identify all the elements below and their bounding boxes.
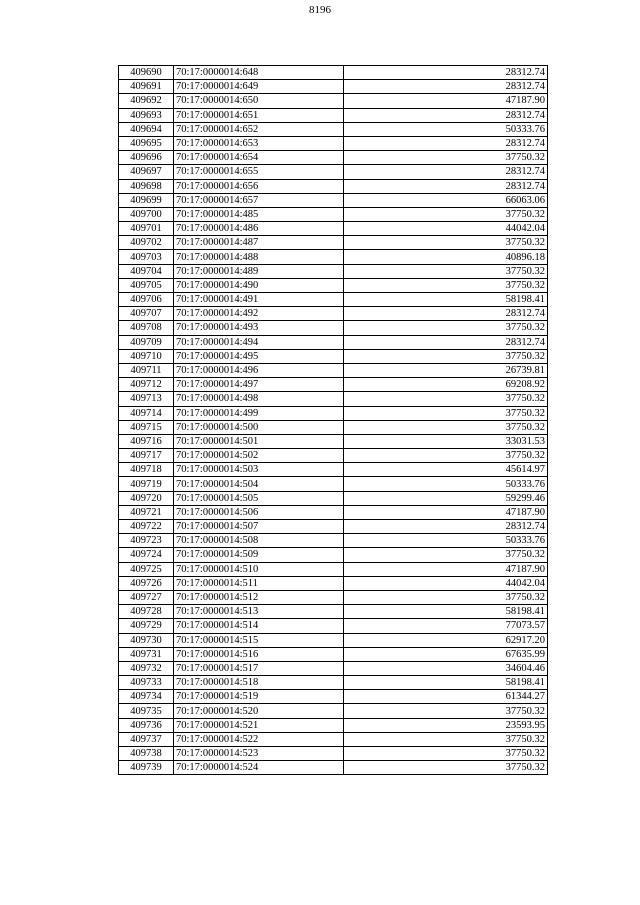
row-number-cell: 409732 (119, 661, 174, 675)
cadastral-number-cell: 70:17:0000014:506 (174, 505, 344, 519)
value-cell: 28312.74 (344, 165, 548, 179)
cadastral-number-cell: 70:17:0000014:492 (174, 307, 344, 321)
cadastral-number-cell: 70:17:0000014:485 (174, 207, 344, 221)
row-number-cell: 409698 (119, 179, 174, 193)
cadastral-number-cell: 70:17:0000014:510 (174, 562, 344, 576)
row-number-cell: 409719 (119, 477, 174, 491)
cadastral-number-cell: 70:17:0000014:509 (174, 548, 344, 562)
value-cell: 47187.90 (344, 562, 548, 576)
row-number-cell: 409724 (119, 548, 174, 562)
row-number-cell: 409708 (119, 321, 174, 335)
value-cell: 37750.32 (344, 590, 548, 604)
row-number-cell: 409728 (119, 605, 174, 619)
value-cell: 58198.41 (344, 676, 548, 690)
row-number-cell: 409713 (119, 392, 174, 406)
value-cell: 23593.95 (344, 718, 548, 732)
table-row (119, 491, 548, 505)
table-row (119, 236, 548, 250)
value-cell: 28312.74 (344, 179, 548, 193)
table-row (119, 293, 548, 307)
table-row (119, 335, 548, 349)
row-number-cell: 409730 (119, 633, 174, 647)
table-row (119, 661, 548, 675)
row-number-cell: 409739 (119, 761, 174, 775)
table-row (119, 534, 548, 548)
value-cell: 37750.32 (344, 747, 548, 761)
row-number-cell: 409737 (119, 732, 174, 746)
value-cell: 62917.20 (344, 633, 548, 647)
table-row (119, 122, 548, 136)
value-cell: 28312.74 (344, 520, 548, 534)
value-cell: 58198.41 (344, 293, 548, 307)
table-row (119, 136, 548, 150)
value-cell: 40896.18 (344, 250, 548, 264)
value-cell: 37750.32 (344, 321, 548, 335)
cadastral-number-cell: 70:17:0000014:487 (174, 236, 344, 250)
table-row (119, 690, 548, 704)
cadastral-number-cell: 70:17:0000014:523 (174, 747, 344, 761)
row-number-cell: 409706 (119, 293, 174, 307)
table-row (119, 349, 548, 363)
table-row (119, 605, 548, 619)
row-number-cell: 409726 (119, 576, 174, 590)
row-number-cell: 409738 (119, 747, 174, 761)
table-row (119, 151, 548, 165)
value-cell: 37750.32 (344, 449, 548, 463)
row-number-cell: 409704 (119, 264, 174, 278)
table-row (119, 434, 548, 448)
row-number-cell: 409709 (119, 335, 174, 349)
value-cell: 37750.32 (344, 278, 548, 292)
cadastral-number-cell: 70:17:0000014:514 (174, 619, 344, 633)
row-number-cell: 409714 (119, 406, 174, 420)
table-row (119, 520, 548, 534)
value-cell: 37750.32 (344, 264, 548, 278)
row-number-cell: 409731 (119, 647, 174, 661)
row-number-cell: 409725 (119, 562, 174, 576)
value-cell: 28312.74 (344, 108, 548, 122)
value-cell: 50333.76 (344, 477, 548, 491)
table-row (119, 633, 548, 647)
cadastral-number-cell: 70:17:0000014:497 (174, 378, 344, 392)
value-cell: 77073.57 (344, 619, 548, 633)
cadastral-number-cell: 70:17:0000014:491 (174, 293, 344, 307)
cadastral-number-cell: 70:17:0000014:648 (174, 66, 344, 80)
cadastral-number-cell: 70:17:0000014:508 (174, 534, 344, 548)
cadastral-value-table (118, 65, 548, 775)
table-body (119, 66, 548, 775)
value-cell: 28312.74 (344, 66, 548, 80)
value-cell: 37750.32 (344, 392, 548, 406)
row-number-cell: 409712 (119, 378, 174, 392)
row-number-cell: 409691 (119, 80, 174, 94)
table-row (119, 264, 548, 278)
cadastral-number-cell: 70:17:0000014:502 (174, 449, 344, 463)
row-number-cell: 409718 (119, 463, 174, 477)
value-cell: 44042.04 (344, 576, 548, 590)
value-cell: 61344.27 (344, 690, 548, 704)
table-row (119, 505, 548, 519)
table-row (119, 207, 548, 221)
cadastral-number-cell: 70:17:0000014:657 (174, 193, 344, 207)
row-number-cell: 409707 (119, 307, 174, 321)
row-number-cell: 409700 (119, 207, 174, 221)
row-number-cell: 409705 (119, 278, 174, 292)
cadastral-number-cell: 70:17:0000014:517 (174, 661, 344, 675)
row-number-cell: 409697 (119, 165, 174, 179)
row-number-cell: 409735 (119, 704, 174, 718)
value-cell: 28312.74 (344, 335, 548, 349)
table-row (119, 392, 548, 406)
value-cell: 37750.32 (344, 704, 548, 718)
cadastral-number-cell: 70:17:0000014:520 (174, 704, 344, 718)
table-row (119, 676, 548, 690)
page-number: 8196 (309, 4, 331, 16)
cadastral-number-cell: 70:17:0000014:504 (174, 477, 344, 491)
cadastral-number-cell: 70:17:0000014:516 (174, 647, 344, 661)
value-cell: 37750.32 (344, 406, 548, 420)
table-row (119, 732, 548, 746)
value-cell: 44042.04 (344, 222, 548, 236)
table-row (119, 590, 548, 604)
table-row (119, 562, 548, 576)
table-row (119, 704, 548, 718)
row-number-cell: 409690 (119, 66, 174, 80)
table-row (119, 250, 548, 264)
row-number-cell: 409720 (119, 491, 174, 505)
row-number-cell: 409722 (119, 520, 174, 534)
cadastral-number-cell: 70:17:0000014:500 (174, 420, 344, 434)
table-row (119, 761, 548, 775)
table-row (119, 406, 548, 420)
cadastral-number-cell: 70:17:0000014:513 (174, 605, 344, 619)
row-number-cell: 409702 (119, 236, 174, 250)
row-number-cell: 409695 (119, 136, 174, 150)
row-number-cell: 409692 (119, 94, 174, 108)
value-cell: 59299.46 (344, 491, 548, 505)
value-cell: 66063.06 (344, 193, 548, 207)
cadastral-number-cell: 70:17:0000014:499 (174, 406, 344, 420)
cadastral-number-cell: 70:17:0000014:649 (174, 80, 344, 94)
cadastral-number-cell: 70:17:0000014:515 (174, 633, 344, 647)
value-cell: 50333.76 (344, 122, 548, 136)
cadastral-number-cell: 70:17:0000014:490 (174, 278, 344, 292)
value-cell: 45614.97 (344, 463, 548, 477)
value-cell: 37750.32 (344, 761, 548, 775)
table-row (119, 718, 548, 732)
value-cell: 37750.32 (344, 548, 548, 562)
row-number-cell: 409694 (119, 122, 174, 136)
value-cell: 37750.32 (344, 732, 548, 746)
table-row (119, 321, 548, 335)
cadastral-number-cell: 70:17:0000014:653 (174, 136, 344, 150)
value-cell: 37750.32 (344, 236, 548, 250)
cadastral-number-cell: 70:17:0000014:507 (174, 520, 344, 534)
value-cell: 26739.81 (344, 363, 548, 377)
table-row (119, 108, 548, 122)
table-row (119, 378, 548, 392)
cadastral-number-cell: 70:17:0000014:650 (174, 94, 344, 108)
row-number-cell: 409717 (119, 449, 174, 463)
row-number-cell: 409734 (119, 690, 174, 704)
row-number-cell: 409699 (119, 193, 174, 207)
table-row (119, 463, 548, 477)
cadastral-number-cell: 70:17:0000014:524 (174, 761, 344, 775)
cadastral-number-cell: 70:17:0000014:498 (174, 392, 344, 406)
cadastral-number-cell: 70:17:0000014:512 (174, 590, 344, 604)
row-number-cell: 409710 (119, 349, 174, 363)
value-cell: 33031.53 (344, 434, 548, 448)
cadastral-number-cell: 70:17:0000014:654 (174, 151, 344, 165)
cadastral-number-cell: 70:17:0000014:655 (174, 165, 344, 179)
cadastral-number-cell: 70:17:0000014:511 (174, 576, 344, 590)
row-number-cell: 409716 (119, 434, 174, 448)
row-number-cell: 409733 (119, 676, 174, 690)
row-number-cell: 409693 (119, 108, 174, 122)
value-cell: 67635.99 (344, 647, 548, 661)
value-cell: 37750.32 (344, 420, 548, 434)
cadastral-number-cell: 70:17:0000014:518 (174, 676, 344, 690)
value-cell: 47187.90 (344, 505, 548, 519)
row-number-cell: 409727 (119, 590, 174, 604)
table-row (119, 80, 548, 94)
row-number-cell: 409696 (119, 151, 174, 165)
cadastral-number-cell: 70:17:0000014:488 (174, 250, 344, 264)
row-number-cell: 409723 (119, 534, 174, 548)
table-row (119, 548, 548, 562)
table-row (119, 94, 548, 108)
row-number-cell: 409715 (119, 420, 174, 434)
table-row (119, 747, 548, 761)
table-row (119, 193, 548, 207)
cadastral-number-cell: 70:17:0000014:522 (174, 732, 344, 746)
table-row (119, 179, 548, 193)
cadastral-number-cell: 70:17:0000014:651 (174, 108, 344, 122)
row-number-cell: 409701 (119, 222, 174, 236)
value-cell: 37750.32 (344, 207, 548, 221)
table-row (119, 647, 548, 661)
table-row (119, 66, 548, 80)
cadastral-number-cell: 70:17:0000014:503 (174, 463, 344, 477)
table-row (119, 576, 548, 590)
table-row (119, 420, 548, 434)
cadastral-number-cell: 70:17:0000014:505 (174, 491, 344, 505)
row-number-cell: 409711 (119, 363, 174, 377)
table-row (119, 477, 548, 491)
value-cell: 58198.41 (344, 605, 548, 619)
cadastral-number-cell: 70:17:0000014:501 (174, 434, 344, 448)
table-row (119, 307, 548, 321)
table-row (119, 449, 548, 463)
row-number-cell: 409721 (119, 505, 174, 519)
cadastral-number-cell: 70:17:0000014:519 (174, 690, 344, 704)
cadastral-number-cell: 70:17:0000014:495 (174, 349, 344, 363)
cadastral-number-cell: 70:17:0000014:494 (174, 335, 344, 349)
cadastral-number-cell: 70:17:0000014:652 (174, 122, 344, 136)
value-cell: 28312.74 (344, 136, 548, 150)
cadastral-number-cell: 70:17:0000014:486 (174, 222, 344, 236)
cadastral-number-cell: 70:17:0000014:656 (174, 179, 344, 193)
value-cell: 28312.74 (344, 80, 548, 94)
cadastral-number-cell: 70:17:0000014:521 (174, 718, 344, 732)
table-row (119, 278, 548, 292)
table-row (119, 165, 548, 179)
table-row (119, 363, 548, 377)
value-cell: 37750.32 (344, 151, 548, 165)
row-number-cell: 409729 (119, 619, 174, 633)
value-cell: 37750.32 (344, 349, 548, 363)
value-cell: 28312.74 (344, 307, 548, 321)
table-row (119, 222, 548, 236)
cadastral-number-cell: 70:17:0000014:493 (174, 321, 344, 335)
value-cell: 47187.90 (344, 94, 548, 108)
row-number-cell: 409703 (119, 250, 174, 264)
cadastral-number-cell: 70:17:0000014:496 (174, 363, 344, 377)
value-cell: 69208.92 (344, 378, 548, 392)
row-number-cell: 409736 (119, 718, 174, 732)
cadastral-number-cell: 70:17:0000014:489 (174, 264, 344, 278)
value-cell: 34604.46 (344, 661, 548, 675)
value-cell: 50333.76 (344, 534, 548, 548)
table-row (119, 619, 548, 633)
